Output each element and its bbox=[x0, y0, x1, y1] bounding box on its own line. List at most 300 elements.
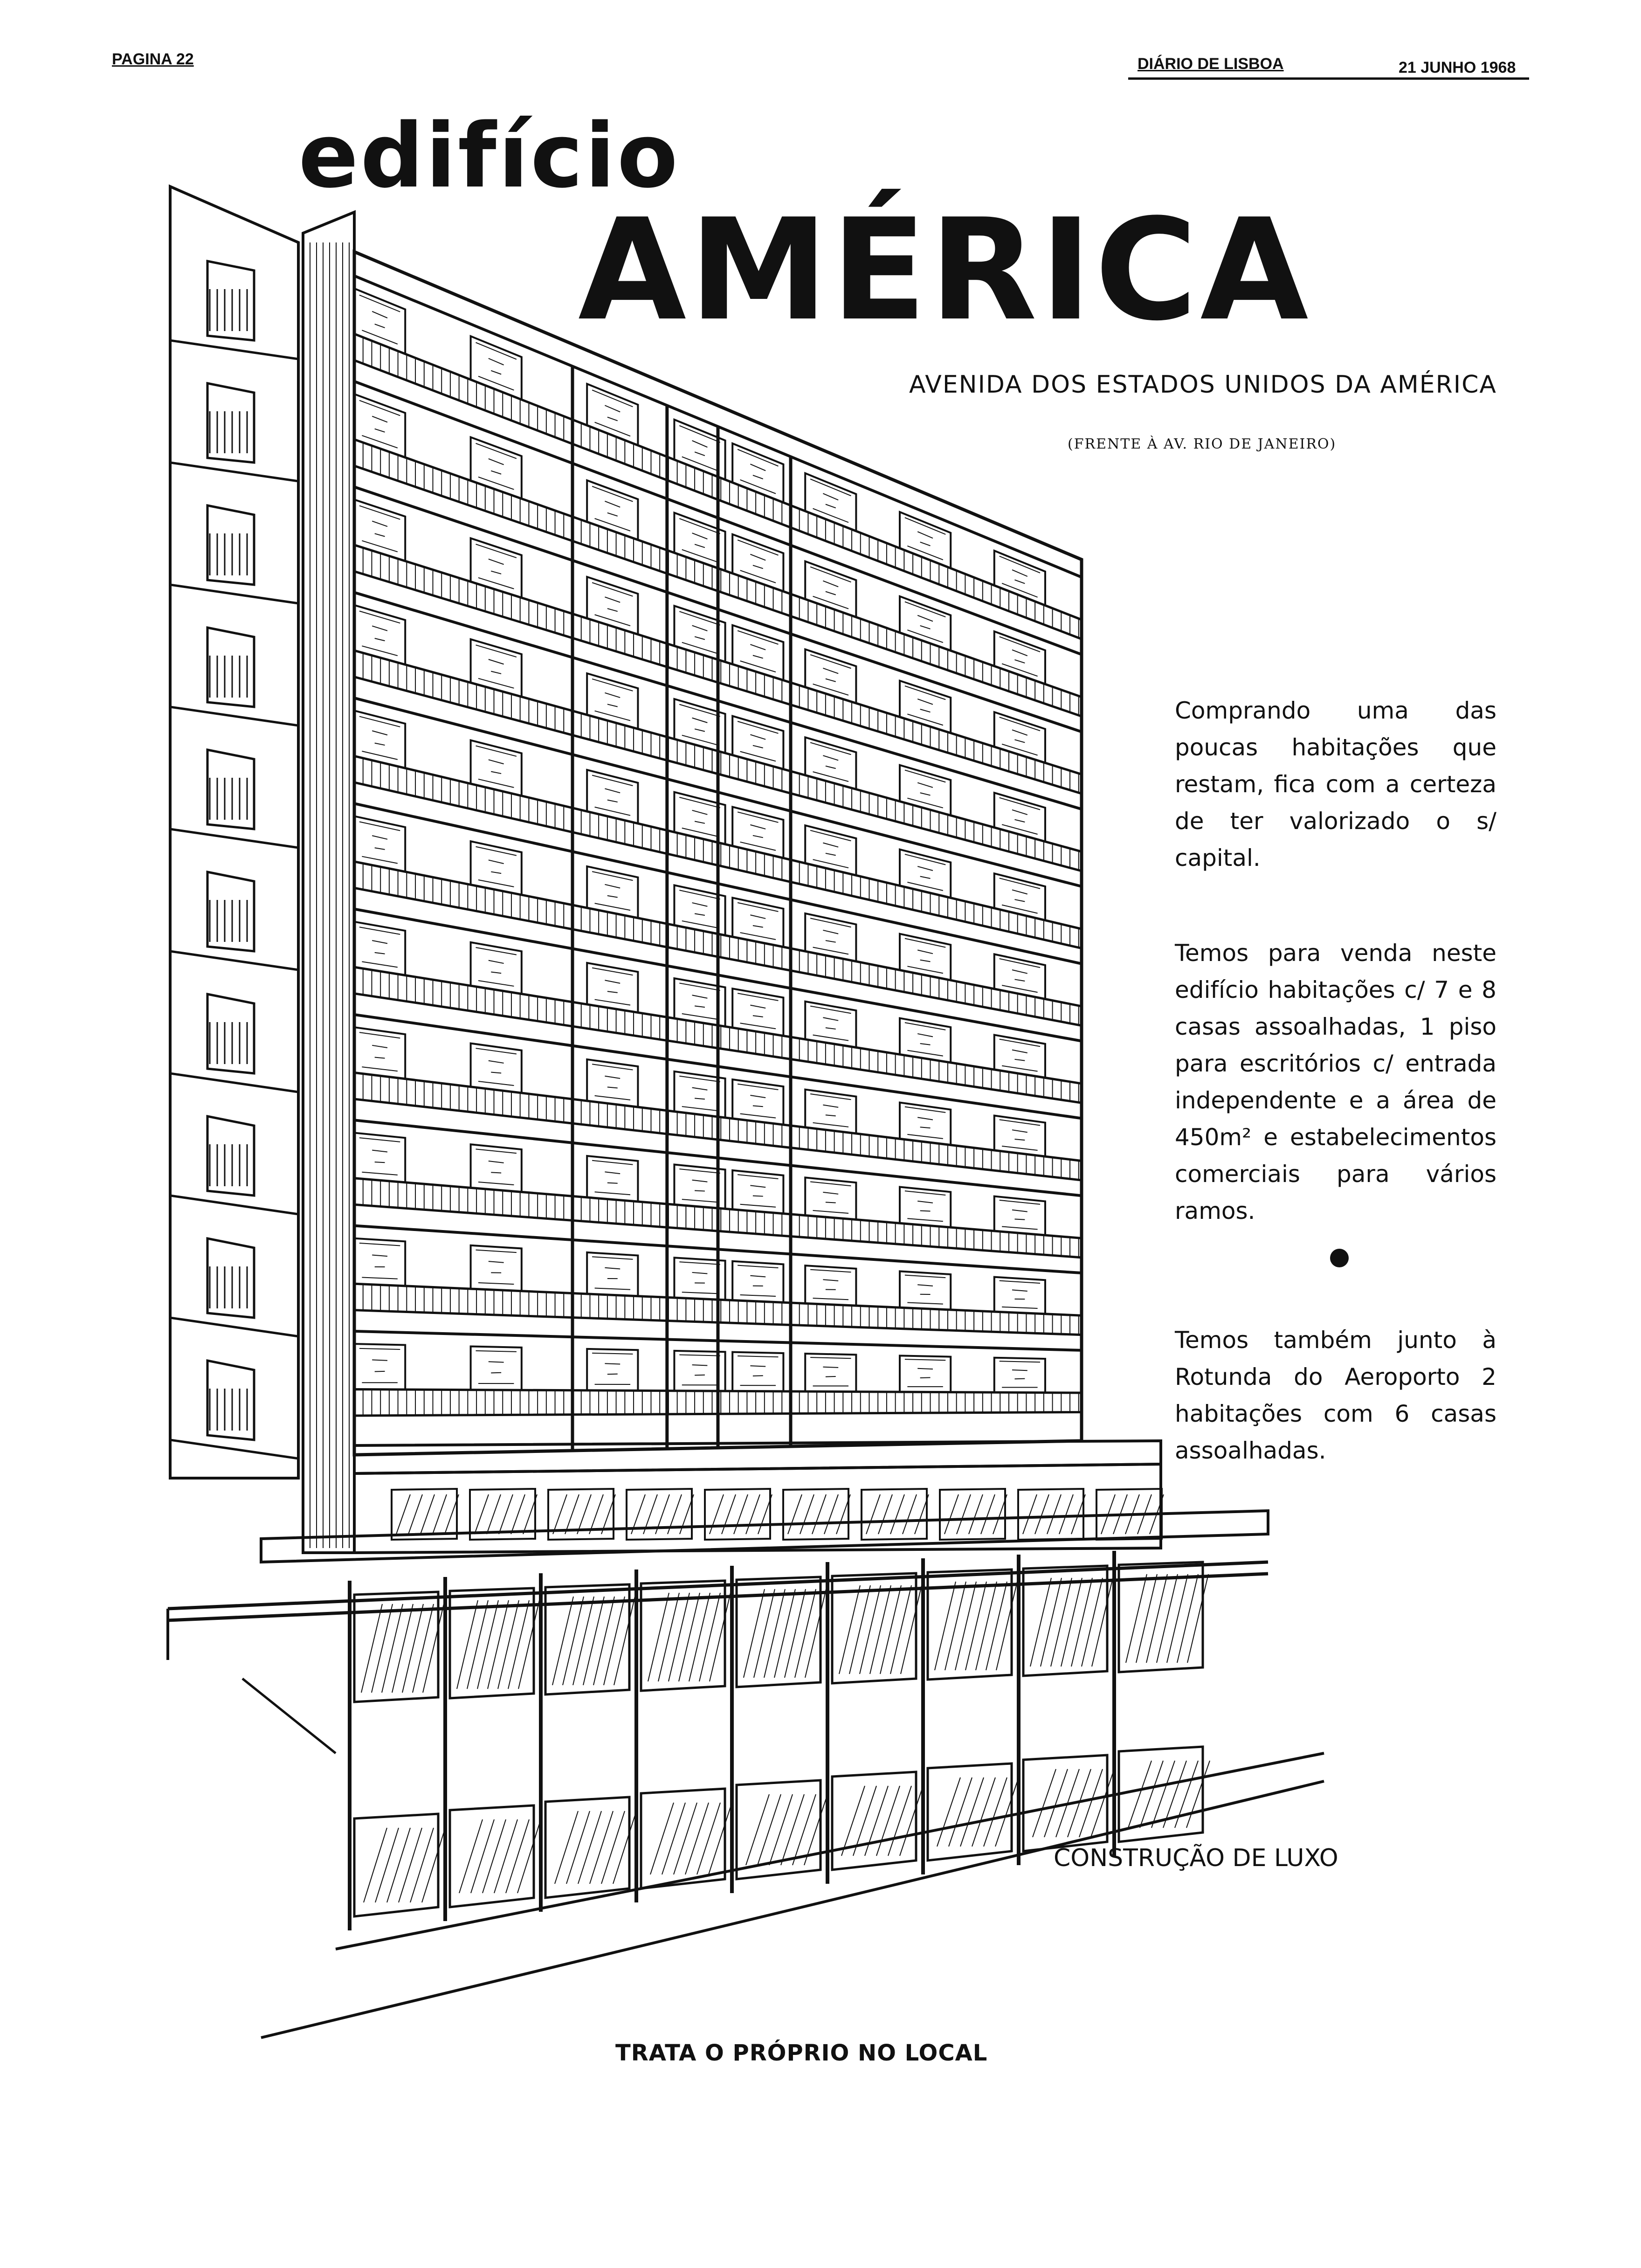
window-glare bbox=[362, 857, 397, 864]
window-glare bbox=[605, 885, 620, 888]
podium-window-glare bbox=[487, 1494, 501, 1534]
window-glare bbox=[372, 311, 387, 318]
window-glare bbox=[917, 1034, 933, 1037]
window-glare bbox=[372, 1255, 387, 1257]
window-glare bbox=[605, 501, 620, 507]
window-glare bbox=[692, 533, 708, 539]
shop-window-glare bbox=[870, 1585, 891, 1674]
lower-shop-glare bbox=[876, 1786, 900, 1856]
window-glare bbox=[491, 872, 501, 874]
lower-shop-glare bbox=[410, 1828, 434, 1902]
window-glare bbox=[823, 1279, 838, 1281]
window-glare bbox=[750, 1276, 765, 1277]
window-glare bbox=[826, 505, 836, 508]
tower-side-slab bbox=[303, 212, 354, 1553]
lower-shop-window bbox=[450, 1805, 534, 1907]
lower-shop-window bbox=[737, 1780, 820, 1879]
shop-window-glare bbox=[976, 1582, 997, 1670]
window-glare bbox=[907, 1303, 943, 1304]
window-glare bbox=[823, 1192, 838, 1194]
window-glare bbox=[491, 1172, 501, 1173]
podium-window-glare bbox=[981, 1494, 995, 1534]
window-glare bbox=[823, 1017, 838, 1020]
shop-window-glare bbox=[1051, 1578, 1072, 1666]
window-glare bbox=[920, 709, 931, 712]
podium-window bbox=[783, 1489, 848, 1540]
lower-shop-glare bbox=[650, 1803, 674, 1874]
lower-shop-glare bbox=[746, 1794, 769, 1865]
window-glare bbox=[740, 1204, 776, 1207]
window-glare bbox=[476, 1149, 517, 1153]
window-glare bbox=[692, 903, 708, 906]
podium-window-glare bbox=[812, 1494, 826, 1534]
window-glare bbox=[692, 625, 708, 631]
ad-tagline: CONSTRUÇÃO DE LUXO bbox=[1054, 1844, 1338, 1872]
window-glare bbox=[491, 471, 501, 474]
window-glare bbox=[917, 1285, 933, 1286]
window-glare bbox=[605, 597, 620, 602]
window-glare bbox=[489, 1261, 504, 1263]
shop-window-glare bbox=[1146, 1574, 1167, 1663]
window-glare bbox=[750, 1095, 765, 1098]
window-glare bbox=[1012, 570, 1027, 576]
issue-date: 21 JUNHO 1968 bbox=[1399, 59, 1516, 76]
window-glare bbox=[375, 1371, 385, 1372]
lower-shop-glare bbox=[517, 1819, 541, 1893]
window-glare bbox=[491, 671, 501, 674]
podium-window-glare bbox=[1047, 1494, 1061, 1534]
window-glare bbox=[491, 772, 501, 774]
window-glare bbox=[823, 668, 838, 674]
window-glare bbox=[813, 1210, 848, 1213]
shop-window-glare bbox=[1126, 1574, 1147, 1663]
window-glare bbox=[695, 452, 705, 456]
shop-window-glare bbox=[457, 1600, 478, 1689]
shop-window-glare bbox=[508, 1600, 529, 1689]
window-glare bbox=[592, 968, 633, 975]
lower-shop-glare bbox=[865, 1786, 888, 1856]
window-glare bbox=[823, 1367, 838, 1368]
window-glare bbox=[595, 519, 630, 531]
window-glare bbox=[823, 1105, 838, 1107]
ad-paragraph-1: Comprando uma das poucas habitações que restam, fica com a certeza de ter valorizado o s/ capital. bbox=[1175, 697, 1496, 871]
window-glare bbox=[917, 783, 933, 788]
window-glare bbox=[476, 343, 517, 360]
lower-shop-window bbox=[545, 1797, 629, 1898]
window-glare bbox=[826, 1115, 836, 1116]
window-glare bbox=[826, 1028, 836, 1029]
window-frame bbox=[900, 765, 951, 816]
window-glare bbox=[682, 550, 717, 562]
window-glare bbox=[1002, 1226, 1037, 1229]
window-glare bbox=[920, 960, 931, 962]
podium-window bbox=[627, 1489, 692, 1540]
lower-shop-glare bbox=[399, 1828, 422, 1902]
window-glare bbox=[607, 513, 618, 516]
window-glare bbox=[375, 848, 385, 850]
lower-shop-window bbox=[354, 1814, 438, 1916]
shop-window-glare bbox=[372, 1604, 393, 1693]
podium-window-glare bbox=[722, 1494, 736, 1534]
window-glare bbox=[823, 755, 838, 760]
lower-shop-glare bbox=[888, 1786, 911, 1856]
shop-window-glare bbox=[477, 1600, 498, 1689]
window-glare bbox=[740, 570, 776, 583]
window-glare bbox=[1014, 820, 1025, 822]
podium-window-glare bbox=[421, 1494, 434, 1534]
window-glare bbox=[1012, 810, 1027, 815]
window-glare bbox=[826, 679, 836, 682]
window-frame bbox=[471, 942, 522, 994]
window-glare bbox=[692, 441, 708, 447]
window-glare bbox=[1012, 650, 1027, 656]
shop-window-glare bbox=[710, 1593, 731, 1681]
shop-window-glare bbox=[488, 1600, 509, 1689]
window-glare bbox=[372, 626, 387, 630]
window-glare bbox=[1002, 1307, 1037, 1308]
lower-shop-glare bbox=[364, 1828, 387, 1902]
window-glare bbox=[478, 1283, 514, 1284]
window-glare bbox=[607, 1087, 618, 1088]
podium-window-glare bbox=[824, 1494, 838, 1534]
window-glare bbox=[359, 1138, 400, 1142]
lower-shop-glare bbox=[709, 1803, 732, 1874]
shop-window-glare bbox=[965, 1582, 986, 1670]
podium-window bbox=[392, 1489, 457, 1540]
window-glare bbox=[491, 972, 501, 974]
window-glare bbox=[682, 1199, 717, 1202]
window-glare bbox=[920, 626, 931, 629]
window-glare bbox=[1002, 1146, 1037, 1150]
window-glare bbox=[1012, 1130, 1027, 1132]
window-glare bbox=[679, 519, 720, 534]
shop-window-glare bbox=[774, 1589, 795, 1678]
window-glare bbox=[813, 1123, 848, 1127]
window-glare bbox=[679, 426, 720, 443]
window-glare bbox=[917, 866, 933, 871]
window-glare bbox=[679, 983, 720, 990]
lower-shop-glare bbox=[1079, 1769, 1103, 1837]
window-glare bbox=[605, 788, 620, 793]
shop-window-glare bbox=[955, 1582, 976, 1670]
podium-window-glare bbox=[408, 1494, 422, 1534]
window-glare bbox=[605, 1172, 620, 1174]
window-glare bbox=[478, 376, 514, 390]
window-glare bbox=[695, 1375, 705, 1376]
window-glare bbox=[920, 542, 931, 546]
window-glare bbox=[695, 544, 705, 547]
window-glare bbox=[738, 993, 778, 1001]
neighbour-floor-line bbox=[170, 463, 298, 481]
window-glare bbox=[489, 760, 504, 764]
window-frame bbox=[994, 793, 1045, 842]
window-glare bbox=[1012, 970, 1027, 974]
window-glare bbox=[1014, 1219, 1025, 1220]
window-glare bbox=[1014, 1059, 1025, 1061]
window-glare bbox=[907, 1218, 943, 1221]
window-glare bbox=[592, 390, 633, 407]
window-glare bbox=[1014, 660, 1025, 663]
shop-window-glare bbox=[1136, 1574, 1157, 1663]
shop-window-glare bbox=[849, 1585, 870, 1674]
window-glare bbox=[592, 871, 633, 880]
ad-title-line2: AMÉRICA bbox=[578, 189, 1311, 352]
window-glare bbox=[682, 1106, 717, 1111]
newspaper-name: DIÁRIO DE LISBOA bbox=[1138, 55, 1284, 73]
podium-window-glare bbox=[553, 1494, 567, 1534]
window-glare bbox=[375, 429, 385, 432]
window-glare bbox=[813, 772, 848, 781]
window-glare bbox=[753, 656, 763, 658]
window-glare bbox=[917, 1201, 933, 1203]
window-glare bbox=[489, 1161, 504, 1163]
podium-window-glare bbox=[866, 1494, 880, 1534]
neighbour-floor-line bbox=[170, 1073, 298, 1092]
page-number: PAGINA 22 bbox=[112, 50, 194, 68]
window-glare bbox=[372, 521, 387, 527]
shop-window-glare bbox=[498, 1600, 519, 1689]
window-glare bbox=[823, 930, 838, 934]
window-glare bbox=[920, 1127, 931, 1128]
lower-shop-glare bbox=[769, 1794, 793, 1865]
window-glare bbox=[1002, 824, 1037, 834]
ad-address: AVENIDA DOS ESTADOS UNIDOS DA AMÉRICA bbox=[909, 371, 1497, 399]
podium-window-glare bbox=[565, 1494, 579, 1534]
window-glare bbox=[695, 729, 705, 731]
window-glare bbox=[375, 743, 385, 745]
neighbour-floor-line bbox=[170, 340, 298, 359]
window-glare bbox=[695, 636, 705, 639]
shop-window-glare bbox=[935, 1582, 956, 1670]
window-glare bbox=[359, 1243, 400, 1245]
window-glare bbox=[826, 1376, 836, 1377]
window-glare bbox=[1014, 979, 1025, 981]
window-glare bbox=[826, 853, 836, 855]
window-glare bbox=[813, 1035, 848, 1041]
shop-window-glare bbox=[996, 1582, 1017, 1670]
shop-window-glare bbox=[423, 1604, 444, 1693]
window-glare bbox=[695, 1098, 705, 1099]
window-glare bbox=[605, 980, 620, 983]
window-glare bbox=[489, 659, 504, 664]
shop-window-glare bbox=[880, 1585, 901, 1674]
window-glare bbox=[1012, 1050, 1027, 1053]
shop-window-glare bbox=[764, 1589, 785, 1678]
window-glare bbox=[595, 1000, 630, 1005]
window-glare bbox=[1012, 890, 1027, 894]
window-glare bbox=[823, 843, 838, 847]
lower-shop-glare bbox=[662, 1803, 685, 1874]
window-glare bbox=[1014, 740, 1025, 742]
window-glare bbox=[478, 477, 514, 490]
window-glare bbox=[595, 615, 630, 626]
window-glare bbox=[478, 1182, 514, 1185]
window-glare bbox=[905, 1359, 945, 1360]
podium-window-glare bbox=[746, 1494, 760, 1534]
podium-window-glare bbox=[433, 1494, 447, 1534]
window-glare bbox=[491, 571, 501, 574]
podium-window bbox=[705, 1489, 770, 1540]
lower-shop-glare bbox=[900, 1786, 923, 1856]
lower-shop-glare bbox=[422, 1828, 445, 1902]
window-glare bbox=[607, 896, 618, 898]
window-glare bbox=[605, 1268, 620, 1269]
window-glare bbox=[375, 638, 385, 641]
bullet-dot bbox=[1330, 1249, 1349, 1267]
shop-window-glare bbox=[986, 1582, 1007, 1670]
lower-shop-glare bbox=[471, 1819, 494, 1893]
window-glare bbox=[907, 1051, 943, 1056]
window-glare bbox=[692, 1180, 708, 1182]
window-glare bbox=[695, 913, 705, 915]
window-glare bbox=[607, 417, 618, 421]
window-glare bbox=[372, 836, 387, 839]
window-glare bbox=[682, 643, 717, 654]
shop-window-glare bbox=[679, 1593, 700, 1681]
window-glare bbox=[920, 793, 931, 795]
window-glare bbox=[750, 915, 765, 919]
window-glare bbox=[750, 1185, 765, 1187]
lower-shop-glare bbox=[1044, 1769, 1068, 1837]
window-glare bbox=[826, 766, 836, 768]
lower-shop-glare bbox=[1091, 1769, 1114, 1837]
window-glare bbox=[813, 684, 848, 695]
lower-shop-glare bbox=[995, 1777, 1019, 1846]
window-glare bbox=[1012, 730, 1027, 735]
podium-window-glare bbox=[577, 1494, 591, 1534]
window-glare bbox=[491, 371, 501, 374]
window-glare bbox=[750, 464, 765, 470]
window-glare bbox=[753, 836, 763, 837]
window-glare bbox=[476, 1351, 517, 1352]
podium-window-glare bbox=[945, 1494, 958, 1534]
window-glare bbox=[917, 699, 933, 705]
lower-shop-glare bbox=[483, 1819, 506, 1893]
ad-paragraph-3: Temos também junto à Rotunda do Aeroporto 2 habitações com 6 casas assoalhadas. bbox=[1175, 1327, 1496, 1464]
window-glare bbox=[605, 1076, 620, 1079]
shop-window-glare bbox=[860, 1585, 881, 1674]
window-glare bbox=[750, 1005, 765, 1008]
window-glare bbox=[592, 1161, 633, 1165]
window-glare bbox=[372, 1150, 387, 1152]
window-glare bbox=[1012, 1210, 1027, 1212]
window-glare bbox=[753, 926, 763, 927]
window-glare bbox=[695, 821, 705, 823]
window-glare bbox=[1002, 1066, 1037, 1072]
shop-window-glare bbox=[754, 1589, 775, 1678]
window-glare bbox=[476, 1250, 517, 1252]
window-glare bbox=[826, 940, 836, 942]
podium-window-glare bbox=[511, 1494, 525, 1534]
window-glare bbox=[740, 1295, 776, 1296]
podium-window-glare bbox=[788, 1494, 802, 1534]
window-glare bbox=[607, 991, 618, 993]
window-glare bbox=[1014, 580, 1025, 584]
shop-window-glare bbox=[573, 1597, 594, 1685]
window-glare bbox=[375, 533, 385, 536]
podium-window-glare bbox=[903, 1494, 917, 1534]
window-glare bbox=[372, 416, 387, 422]
lower-shop-glare bbox=[960, 1777, 984, 1846]
window-glare bbox=[476, 847, 517, 856]
lower-shop-glare bbox=[674, 1803, 697, 1874]
window-glare bbox=[359, 822, 400, 830]
window-glare bbox=[489, 459, 504, 465]
lower-shop-glare bbox=[1033, 1769, 1056, 1837]
neighbour-floor-line bbox=[170, 1196, 298, 1214]
window-glare bbox=[740, 1114, 776, 1118]
shop-window-glare bbox=[392, 1604, 413, 1693]
shop-window-glare bbox=[614, 1597, 635, 1685]
podium-window-glare bbox=[499, 1494, 513, 1534]
window-glare bbox=[607, 800, 618, 802]
window-glare bbox=[679, 1262, 720, 1264]
window-glare bbox=[478, 880, 514, 887]
window-glare bbox=[372, 940, 387, 943]
shop-window-glare bbox=[805, 1589, 826, 1678]
window-glare bbox=[692, 810, 708, 815]
window-glare bbox=[682, 1292, 717, 1293]
window-glare bbox=[478, 981, 514, 986]
window-glare bbox=[695, 1190, 705, 1191]
window-glare bbox=[478, 1081, 514, 1086]
window-glare bbox=[917, 950, 933, 954]
neighbour-floor-line bbox=[170, 707, 298, 726]
window-glare bbox=[920, 1210, 931, 1211]
window-glare bbox=[917, 532, 933, 538]
window-glare bbox=[905, 518, 945, 534]
window-glare bbox=[810, 655, 851, 668]
window-glare bbox=[362, 1172, 397, 1175]
window-glare bbox=[692, 1087, 708, 1090]
window-glare bbox=[607, 704, 618, 706]
lower-shop-glare bbox=[459, 1819, 483, 1893]
window-glare bbox=[1012, 1290, 1027, 1291]
window-glare bbox=[692, 718, 708, 723]
window-glare bbox=[489, 359, 504, 365]
window-glare bbox=[592, 1353, 633, 1354]
shop-window-glare bbox=[1092, 1578, 1113, 1666]
window-glare bbox=[605, 405, 620, 412]
window-glare bbox=[750, 554, 765, 560]
shop-window-glare bbox=[593, 1597, 614, 1685]
lower-shop-glare bbox=[555, 1811, 578, 1884]
lower-shop-glare bbox=[494, 1819, 517, 1893]
window-glare bbox=[1014, 899, 1025, 901]
podium-window-glare bbox=[1023, 1494, 1037, 1534]
window-glare bbox=[823, 581, 838, 587]
window-glare bbox=[372, 731, 387, 735]
window-glare bbox=[907, 1134, 943, 1139]
shop-window-glare bbox=[1187, 1574, 1208, 1663]
window-glare bbox=[1014, 1139, 1025, 1140]
podium-window bbox=[1018, 1489, 1083, 1540]
lower-shop-glare bbox=[937, 1777, 960, 1846]
lower-shop-glare bbox=[758, 1794, 781, 1865]
shop-window-glare bbox=[785, 1589, 806, 1678]
window-glare bbox=[753, 565, 763, 568]
window-glare bbox=[740, 1023, 776, 1029]
lower-shop-glare bbox=[387, 1828, 410, 1902]
window-glare bbox=[692, 1272, 708, 1274]
ad-address-note: (FRENTE À AV. RIO DE JANEIRO) bbox=[1068, 436, 1337, 452]
shop-window-glare bbox=[583, 1597, 604, 1685]
shop-window-glare bbox=[1041, 1578, 1062, 1666]
window-glare bbox=[740, 661, 776, 672]
shop-window-glare bbox=[1157, 1574, 1178, 1663]
neighbour-floor-line bbox=[170, 951, 298, 970]
shop-window-glare bbox=[1082, 1578, 1103, 1666]
